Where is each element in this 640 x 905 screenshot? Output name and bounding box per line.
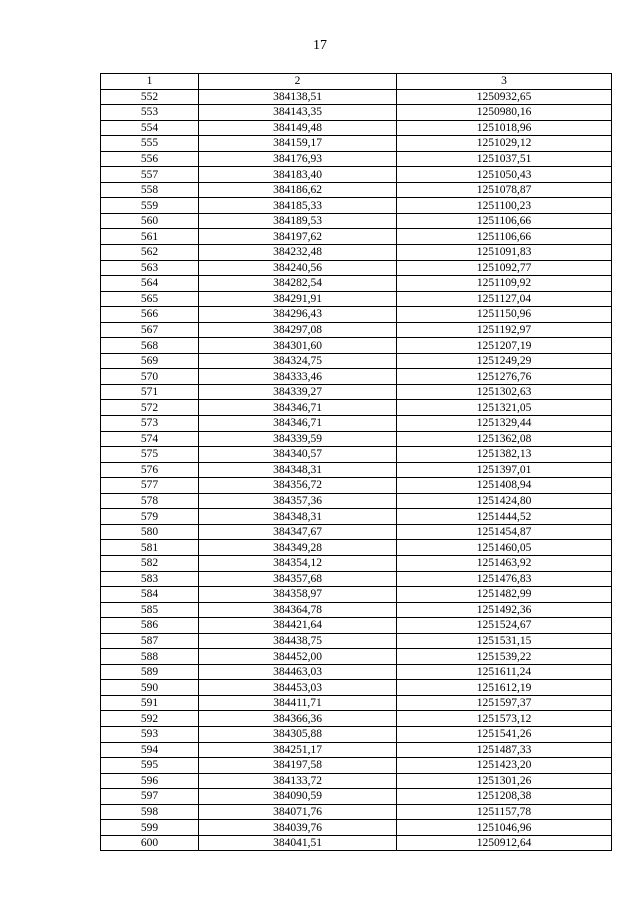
point-number-cell: 588 [101, 649, 199, 665]
point-number-cell: 564 [101, 276, 199, 292]
column-header-2: 2 [199, 74, 397, 90]
x-coordinate-cell: 384071,76 [199, 804, 397, 820]
point-number-cell: 584 [101, 587, 199, 603]
x-coordinate-cell: 384340,57 [199, 447, 397, 463]
x-coordinate-cell: 384240,56 [199, 260, 397, 276]
point-number-cell: 574 [101, 431, 199, 447]
point-number-cell: 563 [101, 260, 199, 276]
table-row [101, 835, 612, 851]
y-coordinate-cell: 1251573,12 [397, 711, 612, 727]
y-coordinate-cell: 1251150,96 [397, 307, 612, 323]
y-coordinate-cell: 1251106,66 [397, 229, 612, 245]
x-coordinate-cell: 384183,40 [199, 167, 397, 183]
table-row [101, 245, 612, 261]
table-row [101, 587, 612, 603]
table-row [101, 680, 612, 696]
table-row [101, 260, 612, 276]
x-coordinate-cell: 384138,51 [199, 89, 397, 105]
y-coordinate-cell: 1251046,96 [397, 820, 612, 836]
x-coordinate-cell: 384364,78 [199, 602, 397, 618]
x-coordinate-cell: 384185,33 [199, 198, 397, 214]
table-row [101, 758, 612, 774]
y-coordinate-cell: 1251029,12 [397, 136, 612, 152]
table-row [101, 789, 612, 805]
x-coordinate-cell: 384189,53 [199, 213, 397, 229]
y-coordinate-cell: 1251050,43 [397, 167, 612, 183]
coordinates-table [100, 73, 612, 851]
x-coordinate-cell: 384282,54 [199, 276, 397, 292]
table-row [101, 151, 612, 167]
point-number-cell: 573 [101, 416, 199, 432]
y-coordinate-cell: 1251302,63 [397, 384, 612, 400]
y-coordinate-cell: 1251106,66 [397, 213, 612, 229]
point-number-cell: 595 [101, 758, 199, 774]
table-row [101, 711, 612, 727]
y-coordinate-cell: 1251276,76 [397, 369, 612, 385]
point-number-cell: 585 [101, 602, 199, 618]
y-coordinate-cell: 1251078,87 [397, 182, 612, 198]
y-coordinate-cell: 1251127,04 [397, 291, 612, 307]
table-row [101, 555, 612, 571]
x-coordinate-cell: 384133,72 [199, 773, 397, 789]
point-number-cell: 571 [101, 384, 199, 400]
point-number-cell: 554 [101, 120, 199, 136]
x-coordinate-cell: 384357,36 [199, 493, 397, 509]
y-coordinate-cell: 1251091,83 [397, 245, 612, 261]
x-coordinate-cell: 384421,64 [199, 618, 397, 634]
point-number-cell: 560 [101, 213, 199, 229]
y-coordinate-cell: 1251157,78 [397, 804, 612, 820]
y-coordinate-cell: 1251524,67 [397, 618, 612, 634]
x-coordinate-cell: 384354,12 [199, 555, 397, 571]
table-row [101, 664, 612, 680]
y-coordinate-cell: 1251541,26 [397, 726, 612, 742]
y-coordinate-cell: 1251037,51 [397, 151, 612, 167]
y-coordinate-cell: 1251382,13 [397, 447, 612, 463]
x-coordinate-cell: 384232,48 [199, 245, 397, 261]
table-row [101, 773, 612, 789]
point-number-cell: 581 [101, 540, 199, 556]
point-number-cell: 586 [101, 618, 199, 634]
point-number-cell: 557 [101, 167, 199, 183]
point-number-cell: 591 [101, 695, 199, 711]
y-coordinate-cell: 1251301,26 [397, 773, 612, 789]
point-number-cell: 569 [101, 353, 199, 369]
x-coordinate-cell: 384438,75 [199, 633, 397, 649]
x-coordinate-cell: 384297,08 [199, 322, 397, 338]
x-coordinate-cell: 384339,59 [199, 431, 397, 447]
point-number-cell: 590 [101, 680, 199, 696]
table-row [101, 307, 612, 323]
point-number-cell: 583 [101, 571, 199, 587]
x-coordinate-cell: 384090,59 [199, 789, 397, 805]
point-number-cell: 572 [101, 400, 199, 416]
table-row [101, 618, 612, 634]
point-number-cell: 566 [101, 307, 199, 323]
table-row [101, 447, 612, 463]
y-coordinate-cell: 1251208,38 [397, 789, 612, 805]
y-coordinate-cell: 1251460,05 [397, 540, 612, 556]
table-row [101, 105, 612, 121]
point-number-cell: 597 [101, 789, 199, 805]
table-row [101, 633, 612, 649]
x-coordinate-cell: 384251,17 [199, 742, 397, 758]
point-number-cell: 589 [101, 664, 199, 680]
y-coordinate-cell: 1251424,80 [397, 493, 612, 509]
table-row [101, 462, 612, 478]
table-row [101, 276, 612, 292]
y-coordinate-cell: 1250932,65 [397, 89, 612, 105]
point-number-cell: 579 [101, 509, 199, 525]
point-number-cell: 561 [101, 229, 199, 245]
y-coordinate-cell: 1251408,94 [397, 478, 612, 494]
table-row [101, 229, 612, 245]
y-coordinate-cell: 1251487,33 [397, 742, 612, 758]
table-row [101, 820, 612, 836]
table-row [101, 120, 612, 136]
table-row [101, 804, 612, 820]
x-coordinate-cell: 384149,48 [199, 120, 397, 136]
x-coordinate-cell: 384305,88 [199, 726, 397, 742]
x-coordinate-cell: 384347,67 [199, 524, 397, 540]
column-header-3: 3 [397, 74, 612, 90]
point-number-cell: 562 [101, 245, 199, 261]
table-row [101, 540, 612, 556]
y-coordinate-cell: 1251492,36 [397, 602, 612, 618]
table-row [101, 431, 612, 447]
y-coordinate-cell: 1251463,92 [397, 555, 612, 571]
x-coordinate-cell: 384346,71 [199, 400, 397, 416]
y-coordinate-cell: 1251329,44 [397, 416, 612, 432]
y-coordinate-cell: 1251397,01 [397, 462, 612, 478]
y-coordinate-cell: 1250912,64 [397, 835, 612, 851]
table-row [101, 602, 612, 618]
table-row [101, 416, 612, 432]
y-coordinate-cell: 1250980,16 [397, 105, 612, 121]
table-row [101, 509, 612, 525]
x-coordinate-cell: 384452,00 [199, 649, 397, 665]
table-row [101, 695, 612, 711]
table-row [101, 742, 612, 758]
y-coordinate-cell: 1251482,99 [397, 587, 612, 603]
y-coordinate-cell: 1251597,37 [397, 695, 612, 711]
point-number-cell: 587 [101, 633, 199, 649]
x-coordinate-cell: 384041,51 [199, 835, 397, 851]
table-row [101, 400, 612, 416]
point-number-cell: 558 [101, 182, 199, 198]
x-coordinate-cell: 384356,72 [199, 478, 397, 494]
x-coordinate-cell: 384197,62 [199, 229, 397, 245]
y-coordinate-cell: 1251476,83 [397, 571, 612, 587]
x-coordinate-cell: 384186,62 [199, 182, 397, 198]
x-coordinate-cell: 384339,27 [199, 384, 397, 400]
y-coordinate-cell: 1251100,23 [397, 198, 612, 214]
point-number-cell: 567 [101, 322, 199, 338]
table-row [101, 213, 612, 229]
table-row [101, 136, 612, 152]
x-coordinate-cell: 384348,31 [199, 462, 397, 478]
x-coordinate-cell: 384358,97 [199, 587, 397, 603]
column-header-1: 1 [101, 74, 199, 90]
table-row [101, 167, 612, 183]
table-row [101, 369, 612, 385]
y-coordinate-cell: 1251109,92 [397, 276, 612, 292]
y-coordinate-cell: 1251192,97 [397, 322, 612, 338]
x-coordinate-cell: 384296,43 [199, 307, 397, 323]
x-coordinate-cell: 384291,91 [199, 291, 397, 307]
x-coordinate-cell: 384349,28 [199, 540, 397, 556]
point-number-cell: 556 [101, 151, 199, 167]
y-coordinate-cell: 1251539,22 [397, 649, 612, 665]
table-row [101, 182, 612, 198]
table-row [101, 198, 612, 214]
x-coordinate-cell: 384039,76 [199, 820, 397, 836]
point-number-cell: 596 [101, 773, 199, 789]
table-row [101, 649, 612, 665]
y-coordinate-cell: 1251018,96 [397, 120, 612, 136]
x-coordinate-cell: 384197,58 [199, 758, 397, 774]
table-row [101, 353, 612, 369]
point-number-cell: 594 [101, 742, 199, 758]
table-row [101, 291, 612, 307]
y-coordinate-cell: 1251531,15 [397, 633, 612, 649]
table-row [101, 384, 612, 400]
page-number: 17 [313, 38, 327, 53]
y-coordinate-cell: 1251611,24 [397, 664, 612, 680]
y-coordinate-cell: 1251362,08 [397, 431, 612, 447]
y-coordinate-cell: 1251444,52 [397, 509, 612, 525]
point-number-cell: 555 [101, 136, 199, 152]
x-coordinate-cell: 384453,03 [199, 680, 397, 696]
y-coordinate-cell: 1251321,05 [397, 400, 612, 416]
point-number-cell: 575 [101, 447, 199, 463]
table-row [101, 571, 612, 587]
table-header [101, 74, 612, 90]
y-coordinate-cell: 1251249,29 [397, 353, 612, 369]
point-number-cell: 599 [101, 820, 199, 836]
y-coordinate-cell: 1251092,77 [397, 260, 612, 276]
x-coordinate-cell: 384333,46 [199, 369, 397, 385]
point-number-cell: 580 [101, 524, 199, 540]
x-coordinate-cell: 384176,93 [199, 151, 397, 167]
y-coordinate-cell: 1251207,19 [397, 338, 612, 354]
header-row [101, 74, 612, 90]
point-number-cell: 600 [101, 835, 199, 851]
point-number-cell: 593 [101, 726, 199, 742]
x-coordinate-cell: 384143,35 [199, 105, 397, 121]
point-number-cell: 582 [101, 555, 199, 571]
x-coordinate-cell: 384324,75 [199, 353, 397, 369]
table-row [101, 89, 612, 105]
point-number-cell: 578 [101, 493, 199, 509]
table-row [101, 322, 612, 338]
y-coordinate-cell: 1251454,87 [397, 524, 612, 540]
point-number-cell: 570 [101, 369, 199, 385]
table-row [101, 524, 612, 540]
x-coordinate-cell: 384301,60 [199, 338, 397, 354]
table-row [101, 726, 612, 742]
point-number-cell: 553 [101, 105, 199, 121]
point-number-cell: 592 [101, 711, 199, 727]
table-body [101, 89, 612, 851]
point-number-cell: 559 [101, 198, 199, 214]
x-coordinate-cell: 384366,36 [199, 711, 397, 727]
point-number-cell: 568 [101, 338, 199, 354]
x-coordinate-cell: 384357,68 [199, 571, 397, 587]
x-coordinate-cell: 384463,03 [199, 664, 397, 680]
point-number-cell: 577 [101, 478, 199, 494]
point-number-cell: 576 [101, 462, 199, 478]
x-coordinate-cell: 384348,31 [199, 509, 397, 525]
y-coordinate-cell: 1251612,19 [397, 680, 612, 696]
point-number-cell: 598 [101, 804, 199, 820]
table-row [101, 338, 612, 354]
table-row [101, 478, 612, 494]
point-number-cell: 552 [101, 89, 199, 105]
x-coordinate-cell: 384411,71 [199, 695, 397, 711]
y-coordinate-cell: 1251423,20 [397, 758, 612, 774]
x-coordinate-cell: 384346,71 [199, 416, 397, 432]
table-row [101, 493, 612, 509]
point-number-cell: 565 [101, 291, 199, 307]
x-coordinate-cell: 384159,17 [199, 136, 397, 152]
